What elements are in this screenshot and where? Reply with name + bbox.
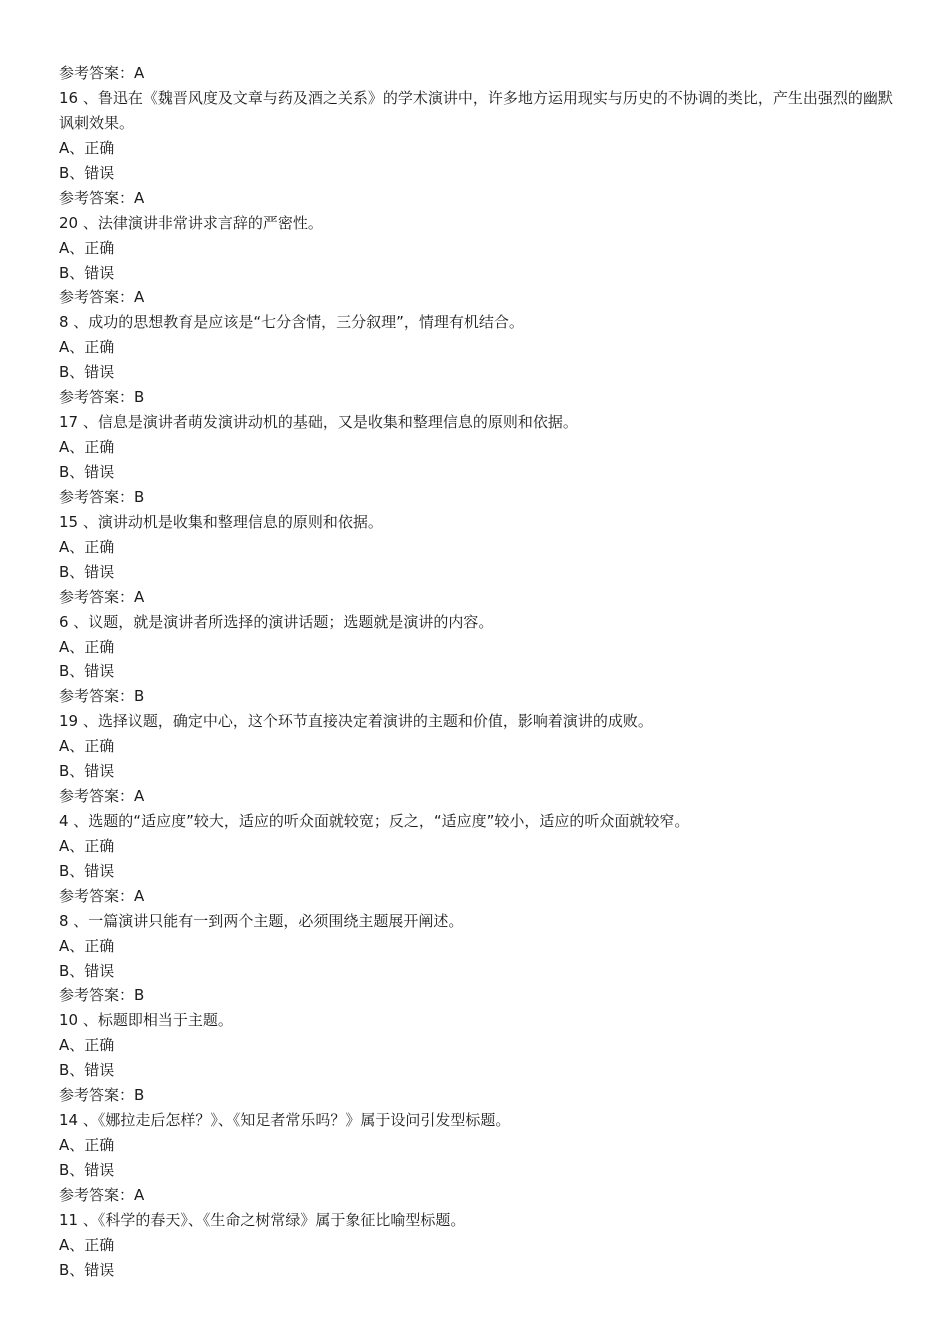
answer-option: A、正确: [59, 238, 115, 257]
answer-option: B、错误: [59, 163, 115, 182]
reference-answer: 参考答案：A: [59, 64, 145, 82]
answer-option: B、错误: [59, 562, 115, 581]
answer-option: A、正确: [59, 1136, 115, 1155]
answer-option: B、错误: [59, 462, 115, 481]
answer-option: B、错误: [59, 961, 115, 980]
answer-option: B、错误: [59, 1260, 115, 1279]
question-text: 16 、鲁迅在《魏晋风度及文章与药及酒之关系》的学术演讲中，许多地方运用现实与历史的不协调的类比，产生出强烈的幽默讽刺效果。: [59, 88, 893, 132]
reference-answer: 参考答案：B: [59, 487, 145, 506]
answer-option: A、正确: [59, 936, 115, 955]
reference-answer: 参考答案：A: [59, 288, 145, 307]
question-list: [59, 61, 900, 1283]
answer-option: A、正确: [59, 836, 115, 855]
question-text: 17 、信息是演讲者萌发演讲动机的基础，又是收集和整理信息的原则和依据。: [59, 413, 578, 432]
answer-option: A、正确: [59, 1235, 115, 1254]
answer-option: A、正确: [59, 1036, 115, 1055]
answer-option: B、错误: [59, 263, 115, 282]
answer-option: A、正确: [59, 438, 115, 457]
question-text: 20 、法律演讲非常讲求言辞的严密性。: [59, 213, 323, 232]
question-text: 15 、演讲动机是收集和整理信息的原则和依据。: [59, 512, 383, 531]
answer-option: B、错误: [59, 861, 115, 880]
answer-option: B、错误: [59, 762, 115, 781]
reference-answer: 参考答案：B: [59, 687, 145, 706]
answer-option: B、错误: [59, 363, 115, 382]
reference-answer: 参考答案：B: [59, 986, 145, 1005]
question-text: 4 、选题的“适应度”较大，适应的听众面就较宽；反之，“适应度”较小，适应的听众面就较窄。: [59, 811, 690, 830]
question-text: 6 、议题，就是演讲者所选择的演讲话题；选题就是演讲的内容。: [59, 612, 494, 631]
question-text: 19 、选择议题，确定中心，这个环节直接决定着演讲的主题和价值，影响着演讲的成败。: [59, 712, 653, 731]
question-text: 10 、标题即相当于主题。: [59, 1011, 233, 1030]
answer-option: A、正确: [59, 537, 115, 556]
question-text: 8 、成功的思想教育是应该是“七分含情，三分叙理”，情理有机结合。: [59, 313, 524, 332]
reference-answer: 参考答案：A: [59, 587, 145, 606]
reference-answer: 参考答案：A: [59, 188, 145, 207]
reference-answer: 参考答案：A: [59, 787, 145, 806]
answer-option: A、正确: [59, 737, 115, 756]
answer-option: B、错误: [59, 662, 115, 681]
reference-answer: 参考答案：B: [59, 388, 145, 407]
question-text: 11 、《科学的春天》、《生命之树常绿》属于象征比喻型标题。: [59, 1210, 466, 1229]
reference-answer: 参考答案：B: [59, 1086, 145, 1105]
reference-answer: 参考答案：A: [59, 1185, 145, 1204]
answer-option: A、正确: [59, 338, 115, 357]
answer-option: B、错误: [59, 1161, 115, 1179]
answer-option: A、正确: [59, 637, 115, 656]
question-text: 14 、《娜拉走后怎样？》、《知足者常乐吗？》属于设问引发型标题。: [59, 1111, 511, 1130]
answer-option: A、正确: [59, 138, 115, 157]
question-text: 8 、一篇演讲只能有一到两个主题，必须围绕主题展开阐述。: [59, 911, 464, 930]
reference-answer: 参考答案：A: [59, 886, 145, 905]
answer-option: B、错误: [59, 1061, 115, 1080]
